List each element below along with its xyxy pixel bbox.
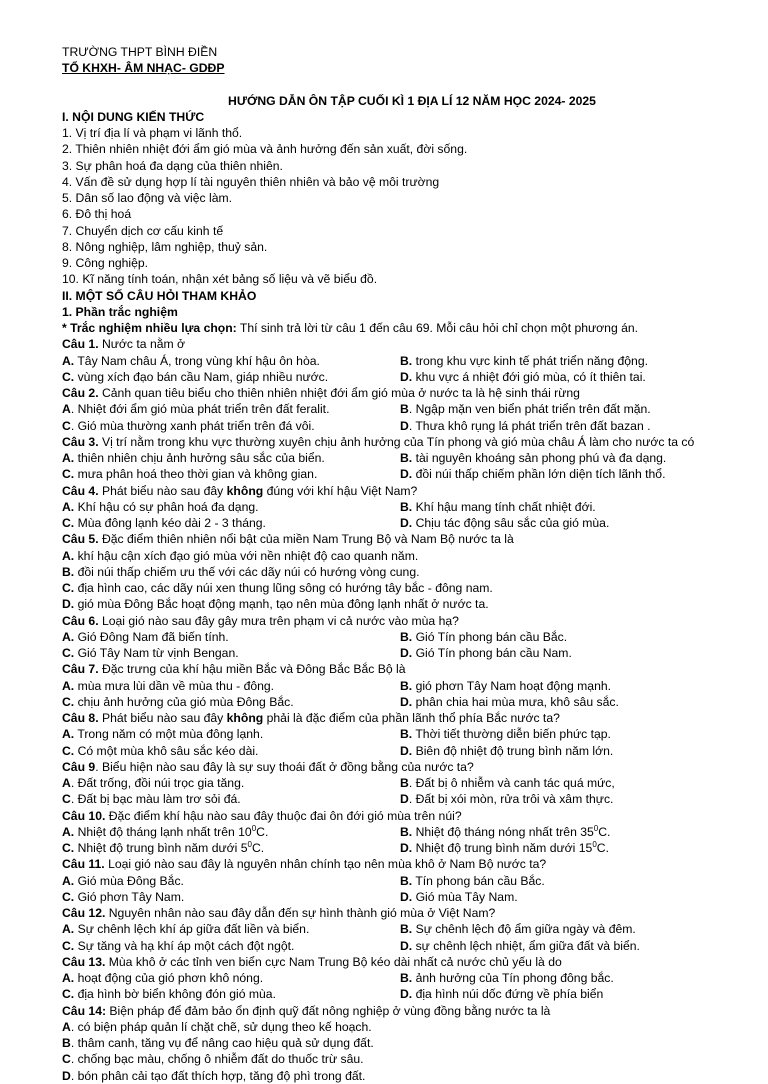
- answer-option: [400, 645, 572, 661]
- answer-option: [62, 970, 263, 986]
- option-superscript: 0: [593, 823, 599, 833]
- option-key: C.: [62, 369, 75, 384]
- option-key: C.: [62, 938, 75, 953]
- option-key: D.: [400, 743, 413, 758]
- answer-option: [62, 938, 294, 954]
- answer-option: [62, 840, 264, 856]
- question-label: Câu 7.: [62, 662, 99, 677]
- answer-option: [62, 629, 229, 645]
- option-key: D: [400, 418, 409, 433]
- answer-option: [62, 743, 258, 759]
- spacer: [62, 77, 762, 93]
- answer-option: [62, 596, 762, 612]
- option-key: D.: [400, 938, 413, 953]
- option-key: C: [62, 792, 71, 807]
- answer-option: [62, 418, 315, 434]
- option-key: A: [62, 402, 71, 417]
- question-block: [62, 710, 762, 759]
- question-text: Đặc điểm khí hậu nào sau đây thuộc đai ôn đới gió mùa trên núi?: [105, 808, 462, 823]
- answer-option: [400, 418, 651, 434]
- option-row: [62, 791, 762, 807]
- answer-option: [400, 499, 596, 515]
- question-text: Phát biểu nào sau đây: [98, 483, 227, 498]
- content-item: 7. Chuyển dịch cơ cấu kinh tế: [62, 223, 224, 238]
- option-text-suffix: C.: [251, 841, 265, 855]
- option-key: C.: [62, 889, 75, 904]
- option-key: C.: [62, 694, 75, 709]
- question-block: [62, 661, 762, 710]
- option-text: Gió mùa Đông Bắc.: [74, 873, 184, 888]
- option-text: Nhiệt độ tháng lạnh nhất trên 10: [74, 824, 252, 839]
- option-key: B: [62, 1036, 71, 1050]
- answer-option: [62, 450, 325, 466]
- option-row: [62, 369, 762, 385]
- question-block: [62, 531, 762, 612]
- option-text: Nhiệt độ tháng nóng nhất trên 35: [412, 824, 594, 839]
- answer-option: [62, 889, 184, 905]
- option-text: Nhiệt độ trung bình năm dưới 15: [412, 841, 593, 855]
- question-text: Vị trí nằm trong khu vực thường xuyên chịu ảnh hưởng của Tín phong và gió mùa châu Á làm cho nước ta có: [98, 434, 695, 449]
- option-key: A.: [62, 678, 75, 693]
- question-block: [62, 613, 762, 662]
- answer-option: [400, 873, 545, 889]
- option-text: Gió Tín phong bán cầu Bắc.: [412, 629, 568, 644]
- answer-option: [400, 629, 567, 645]
- question-label: Câu 4.: [62, 483, 99, 498]
- option-key: C.: [62, 841, 75, 855]
- option-key: D.: [400, 369, 413, 384]
- option-text: Biên độ nhiệt độ trung bình năm lớn.: [412, 743, 614, 758]
- option-text: địa hình cao, các dãy núi xen thung lũng sông có hướng tây bắc - đông nam.: [74, 581, 493, 595]
- question-block: [62, 483, 762, 532]
- option-row: [62, 824, 762, 840]
- answer-option: [62, 1051, 762, 1067]
- question-text-continued: đúng với khí hậu Việt Nam?: [263, 483, 418, 498]
- option-text: tài nguyên khoáng sản phong phú và đa dạng.: [412, 451, 667, 465]
- option-text: mùa mưa lùi dần về mùa thu - đông.: [74, 678, 275, 693]
- department-name: TỔ KHXH- ÂM NHẠC- GDĐP: [62, 61, 225, 76]
- question-stem: [62, 661, 762, 677]
- option-row: [62, 694, 762, 710]
- answer-option: [400, 515, 609, 531]
- option-row: [62, 889, 762, 905]
- option-text-suffix: C.: [596, 841, 609, 855]
- question-block: [62, 954, 762, 1003]
- question-stem: [62, 710, 762, 726]
- option-text: Sự tăng và hạ khí áp một cách đột ngột.: [74, 938, 295, 953]
- option-text: Tín phong bán cầu Bắc.: [412, 873, 545, 888]
- option-text: Gió Đông Nam đã biến tính.: [74, 629, 229, 644]
- option-key: C.: [62, 581, 75, 595]
- answer-option: [62, 873, 184, 889]
- option-key: B.: [400, 873, 413, 888]
- question-text: Đặc trưng của khí hậu miền Bắc và Đông Bắc Bắc Bộ là: [98, 662, 406, 677]
- question-stem: [62, 336, 762, 352]
- question-label: Câu 9: [62, 759, 96, 774]
- option-superscript: 0: [592, 840, 597, 849]
- question-block: [62, 336, 762, 385]
- option-text: Khí hậu mang tính chất nhiệt đới.: [412, 499, 596, 514]
- option-text: địa hình bờ biển không đón gió mùa.: [74, 987, 276, 1002]
- content-item: 1. Vị trí địa lí và phạm vi lãnh thổ.: [62, 126, 243, 140]
- question-stem: [62, 385, 762, 401]
- question-stem: [62, 954, 762, 970]
- question-stem: [62, 759, 762, 775]
- section-2-heading: II. MỘT SỐ CÂU HỎI THAM KHẢO: [62, 288, 257, 303]
- option-key: B: [400, 776, 409, 790]
- option-key: D.: [400, 467, 413, 482]
- question-label: Câu 1.: [62, 337, 99, 352]
- option-key: A.: [62, 629, 75, 644]
- option-row: [62, 466, 762, 482]
- option-text: Khí hậu có sự phân hoá đa dạng.: [74, 499, 259, 514]
- option-key: D.: [400, 646, 413, 660]
- option-key: D.: [62, 597, 75, 612]
- answer-option: [62, 548, 762, 564]
- question-text: Loại gió nào sau đây là nguyên nhân chính tạo nên mùa khô ở Nam Bộ nước ta?: [104, 857, 547, 872]
- answer-option: [400, 775, 615, 791]
- option-text: địa hình núi dốc đứng về phía biển: [412, 987, 604, 1002]
- question-label: Câu 13.: [62, 954, 106, 969]
- question-label: Câu 12.: [62, 906, 106, 920]
- option-row: [62, 450, 762, 466]
- option-text: . Đất bị xói mòn, rửa trôi và xâm thực.: [408, 792, 614, 807]
- question-block: [62, 856, 762, 905]
- question-label: Câu 14:: [62, 1003, 107, 1018]
- option-key: B.: [400, 971, 413, 985]
- answer-option: [400, 791, 613, 807]
- option-superscript: 0: [251, 823, 257, 833]
- instruction-line: [62, 320, 762, 336]
- content-item: 6. Đô thị hoá: [62, 207, 132, 222]
- option-text-suffix: C.: [598, 824, 611, 839]
- option-text: ảnh hưởng của Tín phong đông bắc.: [412, 971, 614, 985]
- option-text: vùng xích đạo bán cầu Nam, giáp nhiều nước.: [74, 369, 329, 384]
- question-block: [62, 759, 762, 808]
- answer-option: [400, 921, 636, 937]
- option-text: thiên nhiên chịu ảnh hưởng sâu sắc của biển.: [74, 451, 325, 465]
- answer-option: [400, 678, 611, 694]
- answer-option: [62, 515, 266, 531]
- option-key: A.: [62, 971, 75, 985]
- option-key: C: [62, 1052, 71, 1067]
- option-text: Gió Tây Nam từ vịnh Bengan.: [74, 646, 239, 660]
- option-key: A.: [62, 451, 75, 465]
- answer-option: [62, 645, 239, 661]
- option-row: [62, 970, 762, 986]
- option-key: B.: [400, 824, 413, 839]
- option-row: [62, 678, 762, 694]
- option-text: . Thưa khô rụng lá phát triển trên đất bazan .: [408, 418, 651, 433]
- option-text: . Ngập mặn ven biển phát triển trên đất mặn.: [408, 402, 651, 417]
- option-key: A.: [62, 727, 75, 742]
- option-key: C.: [62, 743, 75, 758]
- question-text: Phát biểu nào sau đây: [98, 711, 227, 725]
- option-row: [62, 645, 762, 661]
- option-row: [62, 840, 762, 856]
- option-text: sự chênh lệch nhiệt, ẩm giữa đất và biển.: [412, 938, 640, 953]
- answer-option: [62, 921, 309, 937]
- question-label: Câu 8.: [62, 711, 99, 725]
- option-row: [62, 873, 762, 889]
- question-label: Câu 3.: [62, 434, 99, 449]
- question-stem: [62, 905, 762, 921]
- option-key: A: [62, 1019, 71, 1034]
- option-key: C.: [62, 646, 75, 660]
- option-text: Sự chênh lệch khí áp giữa đất liền và biển.: [74, 922, 310, 937]
- question-stem: [62, 434, 762, 450]
- answer-option: [62, 369, 328, 385]
- option-key: A.: [62, 353, 75, 368]
- option-key: D.: [400, 694, 413, 709]
- option-text: chịu ảnh hưởng của gió mùa Đông Bắc.: [74, 694, 294, 709]
- answer-option: [400, 938, 640, 954]
- answer-option: [400, 369, 646, 385]
- option-text: hoạt động của gió phơn khô nóng.: [74, 971, 264, 985]
- option-key: A.: [62, 499, 75, 514]
- option-key: B.: [62, 564, 75, 579]
- question-label: Câu 2.: [62, 386, 99, 400]
- question-block: [62, 1003, 762, 1084]
- option-superscript: 0: [247, 840, 252, 849]
- content-item: 5. Dân số lao động và việc làm.: [62, 191, 233, 205]
- section-1-list: [62, 125, 762, 288]
- option-text: gió mùa Đông Bắc hoạt động mạnh, tạo nên mùa đông lạnh nhất ở nước ta.: [74, 597, 489, 612]
- option-key: B.: [400, 678, 413, 693]
- question-stem: [62, 808, 762, 824]
- option-text: khu vực á nhiệt đới gió mùa, có ít thiên tai.: [412, 369, 646, 384]
- option-key: D.: [400, 516, 413, 530]
- content-item: 4. Vấn đề sử dụng hợp lí tài nguyên thiên nhiên và bảo vệ môi trường: [62, 174, 440, 189]
- option-text: . Nhiệt đới ẩm gió mùa phát triển trên đất feralit.: [70, 402, 330, 417]
- option-text: Thời tiết thường diễn biến phức tạp.: [412, 727, 611, 742]
- option-key: B.: [400, 499, 413, 514]
- answer-option: [400, 986, 603, 1002]
- question-text: Loại gió nào sau đây gây mưa trên phạm vi cả nước vào mùa hạ?: [98, 613, 459, 628]
- option-key: B.: [400, 629, 413, 644]
- option-text: Nhiệt độ trung bình năm dưới 5: [74, 841, 248, 855]
- option-row: [62, 726, 762, 742]
- option-key: C: [62, 418, 71, 433]
- answer-option: [62, 499, 259, 515]
- option-text: . chống bạc màu, chống ô nhiễm đất do thuốc trừ sâu.: [70, 1052, 364, 1067]
- option-row: [62, 353, 762, 369]
- question-emphasis: không: [226, 711, 264, 725]
- option-key: C.: [62, 987, 75, 1002]
- option-row: [62, 986, 762, 1002]
- question-text-continued: phải là đặc điểm của phần lãnh thổ phía Bắc nước ta?: [263, 711, 560, 725]
- option-key: D.: [400, 841, 413, 855]
- content-item: 10. Kĩ năng tính toán, nhận xét bảng số liệu và vẽ biểu đồ.: [62, 272, 378, 287]
- option-key: C.: [62, 467, 75, 482]
- option-text: . Gió mùa thường xanh phát triển trên đá vôi.: [70, 418, 315, 433]
- answer-option: [400, 726, 611, 742]
- option-key: A.: [62, 873, 75, 888]
- answer-option: [62, 401, 329, 417]
- option-row: [62, 938, 762, 954]
- option-text: Gió phơn Tây Nam.: [74, 889, 185, 904]
- question-label: Câu 11.: [62, 857, 105, 872]
- answer-option: [62, 791, 241, 807]
- answer-option: [62, 824, 268, 840]
- question-block: [62, 808, 762, 857]
- answer-option: [62, 726, 263, 742]
- answer-option: [400, 743, 613, 759]
- option-key: A.: [62, 548, 75, 563]
- option-row: [62, 743, 762, 759]
- document-title: HƯỚNG DẪN ÔN TẬP CUỐI KÌ 1 ĐỊA LÍ 12 NĂM HỌC 2024- 2025: [228, 93, 596, 108]
- answer-option: [400, 353, 648, 369]
- option-text: Chịu tác động sâu sắc của gió mùa.: [412, 516, 610, 530]
- answer-option: [62, 1068, 762, 1084]
- option-text: . Đất trống, đồi núi trọc gia tăng.: [70, 776, 245, 790]
- instruction-text: Thí sinh trả lời từ câu 1 đến câu 69. Mỗi câu hỏi chỉ chọn một phương án.: [236, 321, 639, 335]
- content-item: 9. Công nghiệp.: [62, 256, 149, 270]
- option-key: D: [400, 792, 409, 807]
- option-text: phân chia hai mùa mưa, khô sâu sắc.: [412, 694, 619, 709]
- answer-option: [62, 466, 317, 482]
- answer-option: [400, 466, 665, 482]
- content-item: 3. Sự phân hoá đa dạng của thiên nhiên.: [62, 158, 283, 173]
- answer-option: [400, 889, 518, 905]
- answer-option: [400, 450, 666, 466]
- question-stem: [62, 856, 762, 872]
- answer-option: [400, 401, 651, 417]
- question-block: [62, 434, 762, 483]
- option-text: Mùa đông lạnh kéo dài 2 - 3 tháng.: [74, 516, 266, 530]
- answer-option: [400, 840, 609, 856]
- option-text: Sự chênh lệch độ ẩm giữa ngày và đêm.: [412, 922, 636, 937]
- option-text: . bón phân cải tạo đất thích hợp, tăng độ phì trong đất.: [70, 1068, 366, 1083]
- answer-option: [62, 564, 762, 580]
- question-block: [62, 385, 762, 434]
- question-stem: [62, 1003, 762, 1019]
- answer-option: [62, 580, 762, 596]
- option-key: D: [62, 1068, 71, 1083]
- question-text: Đặc điểm thiên nhiên nổi bật của miền Nam Trung Bộ và Nam Bộ nước ta là: [98, 532, 514, 547]
- option-text: khí hậu cận xích đạo gió mùa với nền nhiệt độ cao quanh năm.: [74, 548, 419, 563]
- option-text: . Đất bị ô nhiễm và canh tác quá mức,: [408, 776, 615, 790]
- multiple-choice-heading: 1. Phần trắc nghiệm: [62, 304, 178, 319]
- question-text: Nước ta nằm ở: [98, 337, 186, 352]
- question-text: Nguyên nhân nào sau đây dẫn đến sự hình thành gió mùa ở Việt Nam?: [105, 906, 496, 920]
- option-row: [62, 499, 762, 515]
- question-text: Mùa khô ở các tỉnh ven biển cực Nam Trung Bộ kéo dài nhất cả nước chủ yếu là do: [105, 954, 562, 969]
- option-key: D.: [400, 889, 413, 904]
- option-row: [62, 515, 762, 531]
- question-stem: [62, 531, 762, 547]
- option-text: gió phơn Tây Nam hoạt động mạnh.: [412, 678, 612, 693]
- option-key: B.: [400, 922, 413, 937]
- question-label: Câu 5.: [62, 532, 99, 547]
- option-text: đồi núi thấp chiếm phần lớn diện tích lãnh thổ.: [412, 467, 666, 482]
- option-text: . có biện pháp quản lí chặt chẽ, sử dụng theo kế hoạch.: [70, 1019, 372, 1034]
- content-item: 2. Thiên nhiên nhiệt đới ẩm gió mùa và ảnh hưởng đến sản xuất, đời sống.: [62, 142, 468, 157]
- section-1-heading: I. NỘI DUNG KIẾN THỨC: [62, 109, 205, 124]
- option-text: mưa phân hoá theo thời gian và không gian.: [74, 467, 318, 482]
- question-stem: [62, 613, 762, 629]
- content-item: 8. Nông nghiệp, lâm nghiệp, thuỷ sản.: [62, 239, 268, 254]
- answer-option: [62, 986, 276, 1002]
- option-text: đồi núi thấp chiếm ưu thế với các dãy núi có hướng vòng cung.: [74, 564, 420, 579]
- question-list: [62, 336, 762, 1084]
- option-row: [62, 921, 762, 937]
- question-stem: [62, 483, 762, 499]
- question-text: Cảnh quan tiêu biểu cho thiên nhiên nhiệt đới ẩm gió mùa ở nước ta là hệ sinh thái rừng: [98, 386, 580, 400]
- question-text: Biện pháp để đảm bảo ổn định quỹ đất nông nghiệp ở vùng đồng bằng nước ta là: [106, 1003, 551, 1018]
- question-emphasis: không: [226, 483, 264, 498]
- option-key: C.: [62, 516, 75, 530]
- answer-option: [62, 678, 274, 694]
- option-row: [62, 775, 762, 791]
- instruction-label: * Trắc nghiệm nhiều lựa chọn:: [62, 321, 237, 335]
- option-key: A.: [62, 824, 75, 839]
- option-text: . thâm canh, tăng vụ để nâng cao hiệu quả sử dụng đất.: [70, 1036, 374, 1050]
- school-name: TRƯỜNG THPT BÌNH ĐIỀN: [62, 45, 218, 59]
- option-key: B: [400, 402, 409, 417]
- option-key: B.: [400, 727, 413, 742]
- answer-option: [400, 694, 619, 710]
- option-row: [62, 418, 762, 434]
- option-text: Trong năm có một mùa đông lạnh.: [74, 727, 264, 742]
- option-row: [62, 629, 762, 645]
- option-text: Tây Nam châu Á, trong vùng khí hậu ôn hòa.: [74, 353, 320, 368]
- option-text: Gió Tín phong bán cầu Nam.: [412, 646, 572, 660]
- answer-option: [400, 970, 614, 986]
- option-text: trong khu vực kinh tế phát triển năng động.: [412, 353, 648, 368]
- option-key: A.: [62, 922, 75, 937]
- answer-option: [400, 824, 610, 840]
- option-text: . Đất bị bạc màu làm trơ sỏi đá.: [70, 792, 241, 807]
- answer-option: [62, 775, 244, 791]
- answer-option: [62, 1019, 762, 1035]
- option-key: B.: [400, 353, 413, 368]
- option-key: D.: [400, 987, 413, 1002]
- option-key: A: [62, 776, 71, 790]
- answer-option: [62, 353, 320, 369]
- option-text-suffix: C.: [256, 824, 269, 839]
- answer-option: [62, 1035, 762, 1051]
- option-text: Gió mùa Tây Nam.: [412, 889, 518, 904]
- question-label: Câu 10.: [62, 808, 106, 823]
- option-row: [62, 401, 762, 417]
- option-text: Có một mùa khô sâu sắc kéo dài.: [74, 743, 259, 758]
- option-key: B.: [400, 451, 413, 465]
- exam-review-document: [62, 44, 762, 1084]
- question-block: [62, 905, 762, 954]
- question-label: Câu 6.: [62, 613, 99, 628]
- question-text: . Biểu hiện nào sau đây là sự suy thoái đất ở đồng bằng của nước ta?: [95, 759, 474, 774]
- answer-option: [62, 694, 294, 710]
